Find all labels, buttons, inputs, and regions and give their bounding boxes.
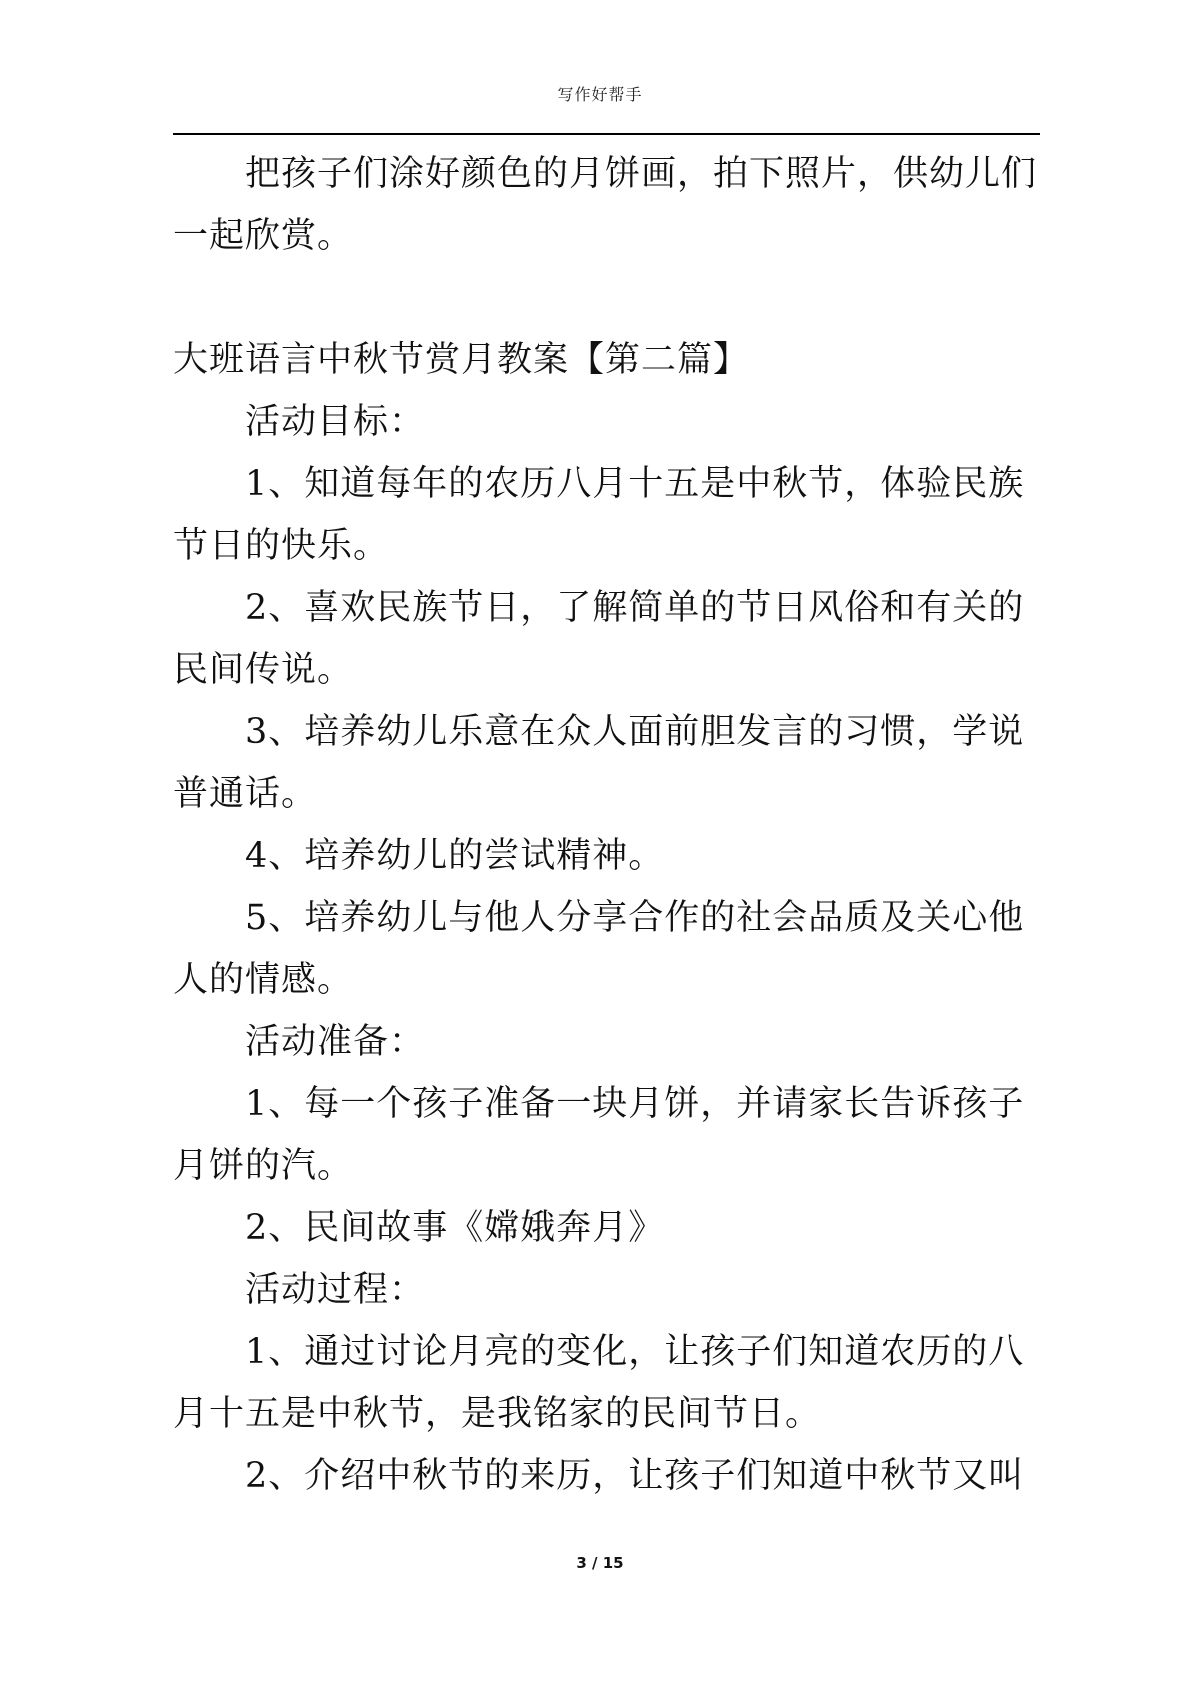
goal-item: 1、知道每年的农历八月十五是中秋节，体验民族节日的快乐。 bbox=[173, 464, 1025, 566]
document-body bbox=[173, 143, 1043, 1507]
section-heading: 大班语言中秋节赏月教案【第二篇】 bbox=[173, 340, 750, 380]
header-divider bbox=[173, 133, 1040, 135]
goal-item: 3、培养幼儿乐意在众人面前胆发言的习惯，学说普通话。 bbox=[173, 712, 1025, 814]
goal-item: 5、培养幼儿与他人分享合作的社会品质及关心他人的情感。 bbox=[173, 898, 1025, 1000]
paragraph: 把孩子们涂好颜色的月饼画，拍下照片，供幼儿们一起欣赏。 bbox=[173, 154, 1038, 256]
goal-item: 4、培养幼儿的尝试精神。 bbox=[245, 836, 665, 876]
process-item: 1、通过讨论月亮的变化，让孩子们知道农历的八月十五是中秋节，是我铭家的民间节日。 bbox=[173, 1332, 1025, 1434]
preparation-item: 2、民间故事《嫦娥奔月》 bbox=[245, 1208, 665, 1248]
page-header: 写作好帮手 bbox=[557, 85, 643, 104]
process-item: 2、介绍中秋节的来历，让孩子们知道中秋节又叫 bbox=[245, 1456, 1025, 1496]
process-label: 活动过程： bbox=[245, 1270, 426, 1310]
goals-label: 活动目标： bbox=[245, 402, 426, 442]
preparation-item: 1、每一个孩子准备一块月饼，并请家长告诉孩子月饼的汽。 bbox=[173, 1084, 1025, 1186]
preparation-label: 活动准备： bbox=[245, 1022, 426, 1062]
page-number: 3 / 15 bbox=[576, 1554, 624, 1572]
goal-item: 2、喜欢民族节日，了解简单的节日风俗和有关的民间传说。 bbox=[173, 588, 1025, 690]
